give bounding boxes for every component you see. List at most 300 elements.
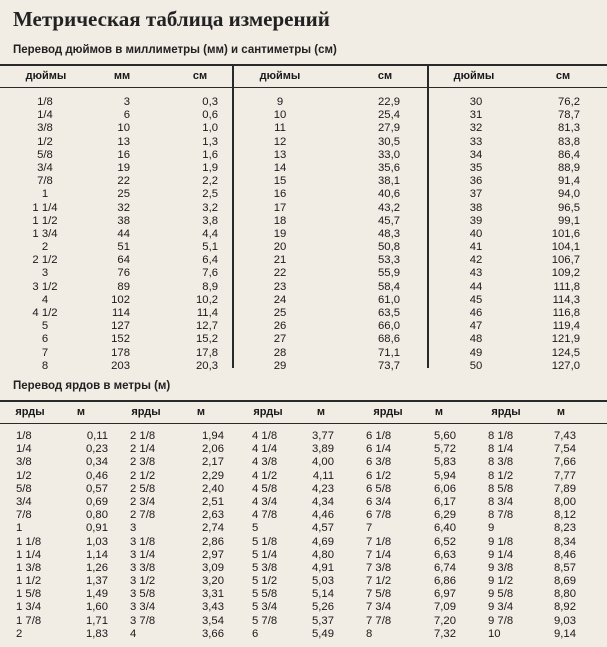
column-inches-b-cell: 17	[273, 201, 287, 214]
column-yards-4-cell: 6 1/2	[366, 469, 392, 482]
column-mm-a	[90, 96, 130, 373]
column-cm-a-cell: 15,2	[196, 333, 218, 346]
column-cm-b-cell: 71,1	[378, 346, 400, 359]
column-yards-3-cell: 4 3/8	[252, 456, 278, 469]
column-yards-5-cell: 8 1/2	[488, 469, 514, 482]
column-m-2	[180, 430, 224, 641]
column-m-2-cell: 2,86	[202, 535, 224, 548]
column-m-5-cell: 7,43	[554, 430, 576, 442]
header-yards-5: ярды	[491, 406, 521, 418]
column-yards-1-cell: 5/8	[16, 482, 32, 495]
column-m-3-cell: 3,89	[312, 443, 334, 456]
column-inches-a-cell: 1/4	[37, 109, 53, 122]
column-m-5-cell: 8,80	[554, 588, 576, 601]
column-cm-a-cell: 1,3	[202, 135, 218, 148]
column-inches-c-cell: 41	[469, 241, 483, 254]
column-yards-3-cell: 6	[252, 627, 259, 640]
column-inches-a-cell: 1/2	[37, 135, 53, 148]
column-inches-c-cell: 34	[469, 148, 483, 161]
column-yards-3-cell: 5 3/4	[252, 601, 278, 614]
column-m-5-cell: 9,03	[554, 614, 576, 627]
column-cm-b-cell: 55,9	[378, 267, 400, 280]
column-cm-a-cell: 4,4	[202, 227, 218, 240]
column-cm-c-cell: 116,8	[552, 307, 580, 319]
header-m-3: м	[316, 406, 326, 418]
column-cm-b-cell: 45,7	[378, 214, 400, 227]
column-cm-a-cell: 8,9	[202, 280, 218, 293]
column-inches-a-cell: 1 1/2	[32, 214, 58, 227]
column-yards-5	[488, 430, 538, 641]
column-inches-a	[22, 96, 68, 373]
column-m-4-cell: 6,97	[434, 588, 456, 601]
column-cm-b-cell: 63,5	[378, 307, 400, 319]
column-yards-4-cell: 7 3/4	[366, 601, 392, 614]
column-inches-c-cell: 44	[469, 280, 483, 293]
column-inches-b-cell: 27	[273, 333, 287, 346]
column-inches-c-cell: 30	[469, 96, 483, 108]
column-m-1-cell: 1,71	[86, 614, 108, 627]
column-yards-1-cell: 2	[16, 627, 23, 640]
column-m-1-cell: 0,91	[86, 522, 108, 535]
column-inches-a-cell: 7/8	[37, 175, 53, 188]
column-inches-b-cell: 26	[273, 320, 287, 333]
column-inches-a-cell: 1	[41, 188, 49, 201]
column-yards-1-cell: 3/4	[16, 495, 32, 508]
column-yards-3-cell: 5 1/4	[252, 548, 278, 561]
column-inches-c-cell: 38	[469, 201, 483, 214]
section-inches-divider-2	[427, 64, 429, 368]
column-yards-2-cell: 3 3/4	[130, 601, 156, 614]
section-yards-subtitle: Перевод ярдов в метры (м)	[13, 380, 171, 392]
column-cm-a	[170, 96, 218, 373]
column-mm-a-cell: 44	[117, 227, 130, 240]
column-inches-a-cell: 7	[41, 346, 49, 359]
section-inches-subtitle: Перевод дюймов в миллиметры (мм) и сантиметры (см)	[13, 44, 337, 56]
column-inches-b-cell: 10	[273, 109, 287, 122]
column-cm-c-cell: 86,4	[558, 148, 580, 161]
column-inches-b-cell: 14	[273, 161, 287, 174]
column-yards-4-cell: 7 5/8	[366, 588, 392, 601]
column-m-3-cell: 4,91	[312, 561, 334, 574]
column-yards-2-cell: 2 3/4	[130, 495, 156, 508]
column-m-1-cell: 1,03	[86, 535, 108, 548]
column-m-1-cell: 0,23	[86, 443, 108, 456]
column-inches-c-cell: 31	[469, 109, 483, 122]
column-cm-a-cell: 2,5	[202, 188, 218, 201]
column-inches-c-cell: 43	[469, 267, 483, 280]
column-cm-c-cell: 106,7	[551, 254, 580, 267]
column-yards-2-cell: 3 1/2	[130, 575, 156, 588]
column-m-5-cell: 7,77	[554, 469, 576, 482]
column-m-2-cell: 2,74	[202, 522, 224, 535]
column-mm-a-cell: 16	[117, 148, 130, 161]
column-yards-3-cell: 4 1/2	[252, 469, 278, 482]
column-cm-a-cell: 1,9	[202, 161, 218, 174]
column-m-5-cell: 9,14	[554, 627, 576, 640]
column-yards-4-cell: 7 3/8	[366, 561, 392, 574]
column-m-3-cell: 4,57	[312, 522, 334, 535]
column-inches-b-cell: 11	[274, 122, 286, 135]
column-yards-2-cell: 2 3/8	[130, 456, 156, 469]
section-inches-header-rule	[0, 87, 607, 88]
column-cm-b-cell: 22,9	[378, 96, 400, 108]
column-m-5-cell: 7,66	[554, 456, 576, 469]
column-yards-3-cell: 5 7/8	[252, 614, 278, 627]
column-yards-2-cell: 2 1/2	[130, 469, 156, 482]
column-cm-a-cell: 2,2	[202, 175, 218, 188]
column-yards-2-cell: 3 7/8	[130, 614, 156, 627]
column-m-3-cell: 4,80	[312, 548, 334, 561]
column-m-3-cell: 4,46	[312, 509, 334, 522]
column-yards-4-cell: 6 5/8	[366, 482, 392, 495]
column-m-2-cell: 3,54	[202, 614, 224, 627]
header-inches-a: дюймы	[25, 70, 67, 82]
column-inches-b-cell: 28	[273, 346, 287, 359]
column-cm-c-cell: 91,4	[558, 175, 580, 188]
column-yards-3-cell: 5 5/8	[252, 588, 278, 601]
column-m-4-cell: 6,74	[434, 561, 456, 574]
column-inches-c-cell: 47	[469, 320, 483, 333]
column-yards-5-cell: 9 3/4	[488, 601, 514, 614]
column-inches-c-cell: 37	[469, 188, 483, 201]
column-mm-a-cell: 203	[111, 359, 130, 372]
column-m-1-cell: 1,60	[86, 601, 108, 614]
column-inches-a-cell: 4 1/2	[32, 307, 58, 319]
column-cm-a-cell: 20,3	[196, 359, 218, 372]
column-inches-b-cell: 22	[273, 267, 287, 280]
column-yards-1-cell: 1/4	[16, 443, 32, 456]
column-yards-1-cell: 3/8	[16, 456, 32, 469]
column-m-4	[412, 430, 456, 641]
section-yards-top-rule	[0, 400, 607, 402]
column-m-1-cell: 0,80	[86, 509, 108, 522]
column-m-2-cell: 2,63	[202, 509, 224, 522]
column-yards-1-cell: 1/2	[16, 469, 32, 482]
column-cm-a-cell: 10,2	[196, 293, 218, 306]
column-yards-5-cell: 9 7/8	[488, 614, 514, 627]
column-inches-b-cell: 24	[273, 293, 287, 306]
column-m-4-cell: 5,72	[434, 443, 456, 456]
column-m-4-cell: 6,40	[434, 522, 456, 535]
column-m-3-cell: 4,23	[312, 482, 334, 495]
column-m-5-cell: 8,46	[554, 548, 576, 561]
column-yards-1	[16, 430, 66, 641]
column-mm-a-cell: 102	[111, 293, 130, 306]
column-m-4-cell: 6,63	[434, 548, 456, 561]
column-mm-a-cell: 6	[123, 109, 130, 122]
column-inches-a-cell: 3	[41, 267, 49, 280]
column-mm-a-cell: 127	[111, 320, 130, 333]
column-m-4-cell: 5,94	[434, 469, 456, 482]
column-yards-2-cell: 4	[130, 627, 137, 640]
column-m-1-cell: 0,46	[86, 469, 108, 482]
column-yards-4-cell: 6 3/8	[366, 456, 392, 469]
column-yards-1-cell: 7/8	[16, 509, 32, 522]
header-yards-4: ярды	[373, 406, 403, 418]
column-cm-b-cell: 48,3	[378, 227, 400, 240]
column-inches-c-cell: 46	[469, 307, 483, 319]
column-cm-c-cell: 83,8	[558, 135, 580, 148]
column-inches-a-cell: 3/8	[37, 122, 53, 135]
column-inches-c-cell: 42	[469, 254, 483, 267]
column-cm-c-cell: 119,4	[552, 320, 580, 333]
column-cm-a-cell: 7,6	[202, 267, 218, 280]
column-mm-a-cell: 64	[117, 254, 130, 267]
column-yards-3-cell: 4 7/8	[252, 509, 278, 522]
column-yards-1-cell: 1 1/4	[16, 548, 42, 561]
column-mm-a-cell: 13	[117, 135, 130, 148]
column-m-2-cell: 2,97	[202, 548, 224, 561]
column-m-2-cell: 3,09	[202, 561, 224, 574]
header-m-4: м	[434, 406, 444, 418]
column-inches-b-cell: 16	[273, 188, 287, 201]
column-inches-a-cell: 8	[41, 359, 49, 372]
column-m-2-cell: 3,66	[202, 627, 224, 640]
column-m-5-cell: 8,69	[554, 575, 576, 588]
header-mm-a: мм	[113, 70, 131, 82]
column-yards-1-cell: 1 1/8	[16, 535, 42, 548]
column-cm-b-cell: 35,6	[378, 161, 400, 174]
column-cm-c-cell: 109,2	[551, 267, 580, 280]
column-mm-a-cell: 19	[117, 161, 130, 174]
column-yards-4	[366, 430, 416, 641]
column-yards-5-cell: 9 1/8	[488, 535, 514, 548]
column-m-1-cell: 0,57	[86, 482, 108, 495]
column-m-1-cell: 1,26	[86, 561, 108, 574]
column-mm-a-cell: 3	[123, 96, 130, 108]
column-inches-a-cell: 5	[41, 320, 49, 333]
column-m-5-cell: 7,89	[554, 482, 576, 495]
column-inches-b-cell: 15	[273, 175, 287, 188]
column-mm-a-cell: 25	[117, 188, 130, 201]
column-m-1-cell: 0,69	[86, 495, 108, 508]
column-m-5-cell: 8,57	[554, 561, 576, 574]
column-m-4-cell: 7,20	[434, 614, 456, 627]
column-yards-5-cell: 8 3/4	[488, 495, 514, 508]
column-inches-c-cell: 33	[469, 135, 483, 148]
column-inches-c-cell: 40	[469, 227, 483, 240]
column-m-4-cell: 6,52	[434, 535, 456, 548]
column-yards-5-cell: 8 7/8	[488, 509, 514, 522]
column-cm-c-cell: 104,1	[551, 241, 580, 254]
column-cm-b-cell: 27,9	[378, 122, 400, 135]
column-inches-c-cell: 49	[469, 346, 483, 359]
column-yards-2-cell: 3 5/8	[130, 588, 156, 601]
column-m-2-cell: 2,17	[202, 456, 224, 469]
column-cm-b	[350, 96, 400, 373]
column-inches-c-cell: 48	[469, 333, 483, 346]
column-cm-b-cell: 33,0	[378, 148, 400, 161]
column-m-4-cell: 6,06	[434, 482, 456, 495]
column-yards-5-cell: 8 3/8	[488, 456, 514, 469]
column-m-3-cell: 3,77	[312, 430, 334, 442]
column-m-5-cell: 8,23	[554, 522, 576, 535]
column-yards-4-cell: 6 3/4	[366, 495, 392, 508]
column-inches-b-cell: 29	[273, 359, 287, 372]
column-inches-a-cell: 6	[41, 333, 49, 346]
column-inches-b-cell: 21	[273, 254, 287, 267]
column-m-4-cell: 5,60	[434, 430, 456, 442]
column-inches-a-cell: 3/4	[37, 161, 53, 174]
column-yards-4-cell: 7	[366, 522, 373, 535]
column-m-4-cell: 6,86	[434, 575, 456, 588]
column-m-4-cell: 5,83	[434, 456, 456, 469]
column-cm-a-cell: 17,8	[196, 346, 218, 359]
column-m-2-cell: 1,94	[202, 430, 224, 442]
column-cm-b-cell: 61,0	[378, 293, 400, 306]
column-cm-a-cell: 11,4	[196, 307, 218, 319]
column-m-3-cell: 5,14	[312, 588, 334, 601]
column-inches-a-cell: 3 1/2	[32, 280, 58, 293]
header-m-2: м	[196, 406, 206, 418]
column-cm-a-cell: 0,3	[202, 96, 218, 108]
column-m-1-cell: 1,83	[86, 627, 108, 640]
column-m-5-cell: 8,12	[554, 509, 576, 522]
column-m-5-cell: 8,00	[554, 495, 576, 508]
column-mm-a-cell: 38	[117, 214, 130, 227]
column-yards-5-cell: 8 5/8	[488, 482, 514, 495]
column-m-3	[290, 430, 334, 641]
column-cm-b-cell: 43,2	[378, 201, 400, 214]
column-m-2-cell: 3,43	[202, 601, 224, 614]
column-mm-a-cell: 89	[117, 280, 130, 293]
column-inches-a-cell: 5/8	[37, 148, 53, 161]
column-m-5-cell: 8,34	[554, 535, 576, 548]
column-m-4-cell: 6,29	[434, 509, 456, 522]
column-yards-4-cell: 6 7/8	[366, 509, 392, 522]
column-inches-a-cell: 2	[41, 241, 49, 254]
column-cm-a-cell: 1,0	[202, 122, 218, 135]
column-yards-1-cell: 1 3/4	[16, 601, 42, 614]
column-cm-c-cell: 78,7	[558, 109, 580, 122]
column-inches-c-cell: 32	[469, 122, 483, 135]
column-m-2-cell: 3,20	[202, 575, 224, 588]
column-yards-3-cell: 5	[252, 522, 259, 535]
column-cm-c-cell: 96,5	[558, 201, 580, 214]
column-m-3-cell: 5,26	[312, 601, 334, 614]
header-cm-a: см	[192, 70, 208, 82]
column-cm-c-cell: 81,3	[558, 122, 580, 135]
column-yards-2-cell: 3	[130, 522, 137, 535]
column-yards-3-cell: 4 3/4	[252, 495, 278, 508]
column-yards-4-cell: 6 1/8	[366, 430, 392, 442]
column-inches-c-cell: 50	[469, 359, 483, 372]
column-mm-a-cell: 32	[117, 201, 130, 214]
column-cm-a-cell: 3,2	[202, 201, 218, 214]
column-m-4-cell: 6,17	[434, 495, 456, 508]
column-m-4-cell: 7,09	[434, 601, 456, 614]
column-inches-a-cell: 1 3/4	[32, 227, 58, 240]
column-yards-5-cell: 9	[488, 522, 495, 535]
column-mm-a-cell: 22	[117, 175, 130, 188]
column-mm-a-cell: 51	[117, 241, 130, 254]
column-inches-b-cell: 20	[273, 241, 287, 254]
column-yards-2-cell: 2 1/8	[130, 430, 156, 442]
column-cm-b-cell: 25,4	[378, 109, 400, 122]
column-m-3-cell: 5,03	[312, 575, 334, 588]
column-m-2-cell: 3,31	[202, 588, 224, 601]
column-yards-4-cell: 7 1/2	[366, 575, 392, 588]
column-yards-2	[130, 430, 180, 641]
header-yards-3: ярды	[253, 406, 283, 418]
column-cm-b-cell: 40,6	[378, 188, 400, 201]
column-yards-2-cell: 3 1/4	[130, 548, 156, 561]
column-cm-a-cell: 0,6	[202, 109, 218, 122]
header-yards-2: ярды	[131, 406, 161, 418]
header-yards-1: ярды	[15, 406, 45, 418]
header-inches-b: дюймы	[259, 70, 301, 82]
column-inches-b-cell: 13	[273, 148, 287, 161]
column-m-5-cell: 7,54	[554, 443, 576, 456]
column-cm-b-cell: 68,6	[378, 333, 400, 346]
column-yards-3-cell: 5 1/2	[252, 575, 278, 588]
column-inches-a-cell: 2 1/2	[32, 254, 58, 267]
column-m-2-cell: 2,29	[202, 469, 224, 482]
column-inches-c-cell: 45	[469, 293, 483, 306]
column-yards-4-cell: 7 7/8	[366, 614, 392, 627]
column-yards-3-cell: 5 3/8	[252, 561, 278, 574]
column-mm-a-cell: 76	[117, 267, 130, 280]
column-inches-b-cell: 9	[276, 96, 284, 108]
section-inches-top-rule	[0, 64, 607, 66]
column-yards-5-cell: 9 5/8	[488, 588, 514, 601]
page-title: Метрическая таблица измерений	[13, 7, 330, 31]
column-m-1-cell: 0,11	[86, 430, 108, 442]
column-yards-1-cell: 1/8	[16, 430, 32, 442]
column-yards-5-cell: 10	[488, 627, 501, 640]
column-mm-a-cell: 114	[111, 307, 130, 319]
column-inches-c-cell: 39	[469, 214, 483, 227]
column-m-3-cell: 4,34	[312, 495, 334, 508]
column-yards-2-cell: 2 5/8	[130, 482, 156, 495]
column-m-1-cell: 1,37	[86, 575, 108, 588]
column-inches-b-cell: 23	[273, 280, 287, 293]
column-yards-2-cell: 2 1/4	[130, 443, 156, 456]
column-mm-a-cell: 10	[117, 122, 130, 135]
header-m-5: м	[556, 406, 566, 418]
column-cm-c-cell: 76,2	[558, 96, 580, 108]
column-mm-a-cell: 152	[111, 333, 130, 346]
column-yards-4-cell: 8	[366, 627, 373, 640]
column-yards-1-cell: 1 5/8	[16, 588, 42, 601]
column-m-1-cell: 1,49	[86, 588, 108, 601]
column-yards-5-cell: 8 1/4	[488, 443, 514, 456]
column-cm-c-cell: 114,3	[552, 293, 580, 306]
header-cm-b: см	[377, 70, 393, 82]
header-inches-c: дюймы	[453, 70, 495, 82]
column-m-3-cell: 5,37	[312, 614, 334, 627]
column-cm-b-cell: 58,4	[378, 280, 400, 293]
column-m-3-cell: 4,69	[312, 535, 334, 548]
column-yards-2-cell: 2 7/8	[130, 509, 156, 522]
section-yards-header-rule	[0, 423, 607, 424]
column-m-3-cell: 4,11	[312, 469, 334, 482]
header-m-1: м	[76, 406, 86, 418]
column-m-5	[532, 430, 576, 641]
column-cm-c-cell: 88,9	[558, 161, 580, 174]
column-inches-b-cell: 12	[273, 135, 287, 148]
column-cm-c-cell: 99,1	[558, 214, 580, 227]
column-cm-b-cell: 73,7	[378, 359, 400, 372]
column-inches-b-cell: 18	[273, 214, 287, 227]
column-m-2-cell: 2,40	[202, 482, 224, 495]
column-inches-c-cell: 36	[469, 175, 483, 188]
column-cm-a-cell: 1,6	[202, 148, 218, 161]
column-m-5-cell: 8,92	[554, 601, 576, 614]
column-yards-4-cell: 7 1/4	[366, 548, 392, 561]
column-m-2-cell: 2,06	[202, 443, 224, 456]
column-yards-2-cell: 3 3/8	[130, 561, 156, 574]
